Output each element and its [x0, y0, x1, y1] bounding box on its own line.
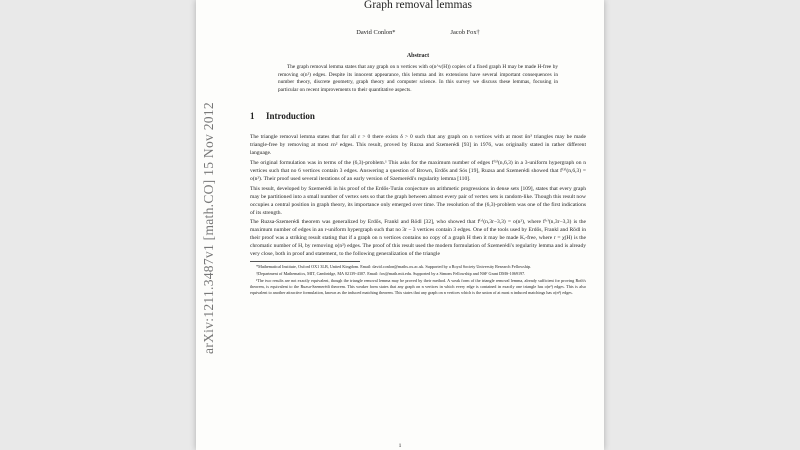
arxiv-identifier: arXiv:1211.3487v1 [math.CO] 15 Nov 2012: [201, 102, 216, 354]
author-fox: Jacob Fox†: [450, 29, 480, 36]
section-title: Introduction: [266, 111, 315, 122]
body-paragraph: The triangle removal lemma states that for all ε > 0 there exists δ > 0 such that any graph on n vertices with at most δn³ triangles may be made triangle-free by removing at most εn² edges. This result, proved by Ruzsa and Szemerédi [93] in 1976, was originally stated in rather different language.: [250, 134, 586, 157]
author-list: [250, 29, 586, 36]
body-paragraph: This result, developed by Szemerédi in his proof of the Erdős-Turán conjecture on arithmetic progressions in dense sets [109], states that every graph may be partitioned into a small number of vertex sets so that the graph between almost every pair of vertex sets is random-like. Though this result now occupies a central position in graph theory, its importance only emerged over time. The resolution of the (6,3)-problem was one of the first indications of its strength.: [250, 185, 586, 216]
body-paragraph: The Ruzsa-Szemerédi theorem was generalized by Erdős, Frankl and Rödl [32], who showed that f⁽ʳ⁾(n,3r−3,3) = o(n²), where f⁽ʳ⁾(n,3r−3,3) is the maximum number of edges in an r-uniform hypergraph such that no 3r − 3 vertices contain 3 edges. One of the tools used by Erdős, Frankl and Rödl in their proof was a striking result stating that if a graph on n vertices contains no copy of a graph H then it may be made Kᵣ-free, where r = χ(H) is the chromatic number of H, by removing o(n²) edges. The proof of this result used the modern formulation of Szemerédi's regularity lemma and is already very close, both in proof and statement, to the following generalization of the triangle: [250, 219, 586, 258]
abstract-text: The graph removal lemma states that any graph on n vertices with o(n^v(H)) copies of a fixed graph H may be made H-free by removing o(n²) edges. Despite its innocent appearance, this lemma and its extensions have several important consequences in number theory, discrete geometry, graph theory and computer science. In this survey we discuss these lemmas, focusing in particular on recent improvements to their quantitative aspects.: [278, 64, 558, 93]
body-paragraph: The original formulation was in terms of the (6,3)-problem.¹ This asks for the maximum number of edges f⁽³⁾(n,6,3) in a 3-uniform hypergraph on n vertices such that no 6 vertices contain 3 edges. Answering a question of Brown, Erdős and Sós [19], Ruzsa and Szemerédi showed that f⁽³⁾(n,6,3) = o(n²). Their proof used several iterations of an early version of Szemerédi's regularity lemma [110].: [250, 160, 586, 182]
author-conlon: David Conlon*: [356, 29, 396, 36]
footnote: †Department of Mathematics, MIT, Cambridge, MA 02139-4307. Email: fox@math.mit.edu. Supported by a Simons Fellowship and NSF Grant DMS-1069197.: [256, 270, 526, 276]
page-number: 1: [398, 443, 402, 449]
section-heading: [250, 111, 586, 121]
section-number: 1: [250, 111, 255, 122]
section-body: [250, 134, 586, 259]
footnote: *Mathematical Institute, Oxford OX1 3LB, United Kingdom. Email: david.conlon@maths.ox.ac.uk. Supported by a Royal Society University Research Fellowship.: [256, 263, 532, 269]
page-content: [250, 0, 586, 297]
paper-page: [196, 0, 604, 450]
paper-title: Graph removal lemmas: [364, 0, 472, 11]
abstract-heading: Abstract: [406, 53, 430, 59]
footnote: ¹The two results are not exactly equivalent, though the triangle removal lemma may be proved by their method. A weak form of the triangle removal lemma, already sufficient for proving Roth's theorem, is equivalent to the Ruzsa-Szemerédi theorem. This weaker form states that any graph on n vertices in which every edge is contained in exactly one triangle has o(n²) edges. This is also equivalent to another attractive formulation, known as the induced matching theorem. This states that any graph on n vertices which is the union of at most n induced matchings has o(n²) edges.: [250, 277, 586, 295]
footnote-rule: [250, 261, 360, 262]
